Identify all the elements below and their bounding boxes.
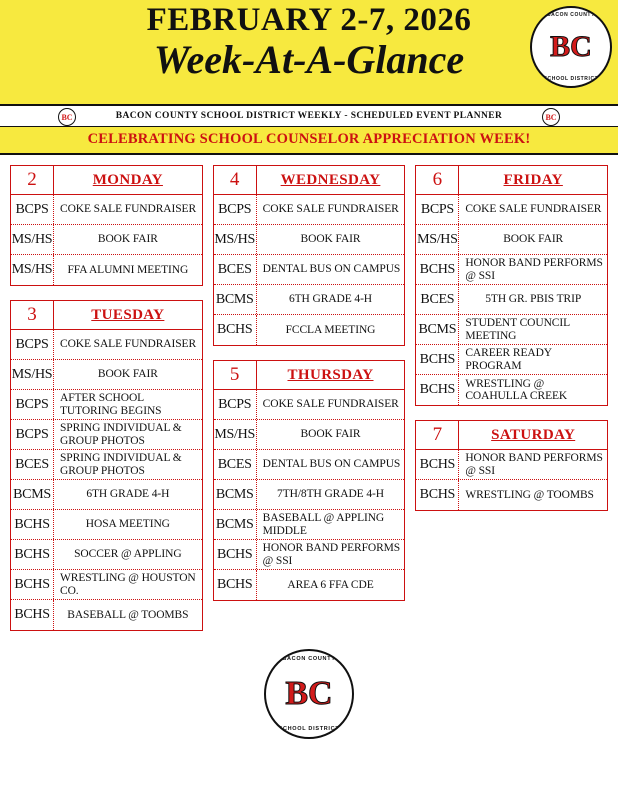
event-row [416,345,607,375]
event-school: BCPS [214,195,257,224]
event-row [214,540,405,570]
event-description: 6TH GRADE 4-H [288,293,373,306]
event-school: BCHS [416,255,459,284]
event-school: BCHS [11,570,54,599]
event-row [11,540,202,570]
event-school: BCPS [11,330,54,359]
event-description: SPRING INDIVIDUAL & GROUP PHOTOS [60,422,182,447]
day-number: 7 [416,421,459,449]
event-description: FCCLA MEETING [285,323,376,336]
event-school: BCES [214,255,257,284]
event-row [214,390,405,420]
celebration-banner [0,127,618,155]
event-school: BCMS [214,285,257,314]
day-name: WEDNESDAY [280,171,381,188]
day-header [415,420,608,450]
event-school: BCMS [11,480,54,509]
event-school: BCPS [416,195,459,224]
day-number: 5 [214,361,257,389]
event-school: BCHS [214,315,257,345]
event-school: BCMS [214,480,257,509]
event-school: MS/HS [214,420,257,449]
event-description: BOOK FAIR [300,428,361,441]
event-school: BCHS [416,345,459,374]
event-row [214,450,405,480]
day-name: FRIDAY [503,171,563,188]
event-row [214,570,405,600]
event-row [11,480,202,510]
page-title: Week-At-A-Glance [153,37,465,82]
event-description: BASEBALL @ TOOMBS [67,608,189,621]
event-school: BCMS [416,315,459,344]
logo-top-text: BACON COUNTY [546,12,596,18]
event-row [11,255,202,285]
subtitle-strip [0,106,618,127]
event-description: 6TH GRADE 4-H [86,488,170,501]
event-row [416,450,607,480]
event-rows [213,390,406,601]
event-description: BOOK FAIR [503,233,564,246]
event-row [214,420,405,450]
event-description: SOCCER @ APPLING [74,548,182,561]
day-header [415,165,608,195]
day-block [10,165,203,286]
event-rows [415,195,608,406]
event-school: BCPS [214,390,257,419]
day-header [10,300,203,330]
event-description: AREA 6 FFA CDE [287,578,374,591]
event-description: AFTER SCHOOL TUTORING BEGINS [60,392,162,417]
event-row [11,570,202,600]
day-block [10,300,203,631]
day-number: 6 [416,166,459,194]
day-name: TUESDAY [91,306,165,323]
footer-district-logo [264,649,354,739]
day-number: 3 [11,301,54,329]
event-description: CAREER READY PROGRAM [465,347,552,372]
event-school: BCES [11,450,54,479]
day-header [213,360,406,390]
event-row [214,480,405,510]
footer-logo-bottom-text: SCHOOL DISTRICT [278,726,340,732]
event-description: COKE SALE FUNDRAISER [262,398,399,411]
event-description: BOOK FAIR [97,368,158,381]
day-block [213,360,406,601]
logo-bottom-text: SCHOOL DISTRICT [543,76,599,82]
day-number: 4 [214,166,257,194]
event-rows [10,195,203,286]
day-header [213,165,406,195]
event-row [214,315,405,345]
day-block [415,420,608,511]
footer-logo-wrap [0,649,618,739]
event-school: BCHS [416,375,459,405]
header-banner [0,0,618,106]
event-school: BCMS [214,510,257,539]
event-description: WRESTLING @ COAHULLA CREEK [465,377,568,402]
event-description: SPRING INDIVIDUAL & GROUP PHOTOS [60,452,182,477]
week-columns [0,155,618,631]
day-column [213,165,406,631]
event-description: COKE SALE FUNDRAISER [60,203,197,216]
logo-monogram: BC [550,30,592,63]
event-school: BCHS [416,450,459,479]
event-school: BCES [416,285,459,314]
event-row [11,420,202,450]
event-description: DENTAL BUS ON CAMPUS [262,458,401,471]
event-description: HONOR BAND PERFORMS @ SSI [262,542,401,567]
event-school: BCHS [214,570,257,600]
event-row [11,195,202,225]
event-description: COKE SALE FUNDRAISER [465,203,602,216]
footer-logo-top-text: BACON COUNTY [282,656,336,662]
event-row [11,360,202,390]
event-school: MS/HS [11,360,54,389]
event-rows [415,450,608,511]
event-row [416,315,607,345]
event-row [11,225,202,255]
subtitle-text: BACON COUNTY SCHOOL DISTRICT WEEKLY - SCHEDULED EVENT PLANNER [115,111,503,121]
day-block [213,165,406,346]
event-school: MS/HS [214,225,257,254]
event-description: HOSA MEETING [85,518,170,531]
event-school: BCPS [11,420,54,449]
event-rows [213,195,406,346]
event-description: WRESTLING @ TOOMBS [465,488,594,501]
day-name: SATURDAY [491,426,576,443]
date-range-title: FEBRUARY 2-7, 2026 [146,2,472,38]
event-school: BCPS [11,390,54,419]
day-name: MONDAY [92,171,163,188]
day-name: THURSDAY [287,366,374,383]
event-description: BASEBALL @ APPLING MIDDLE [262,512,385,537]
event-description: STUDENT COUNCIL MEETING [465,317,570,342]
event-description: 5TH GR. PBIS TRIP [485,293,582,306]
event-description: WRESTLING @ HOUSTON CO. [60,572,196,597]
event-school: BCHS [11,540,54,569]
event-row [214,195,405,225]
event-description: BOOK FAIR [300,233,361,246]
event-school: BCHS [11,600,54,630]
day-number: 2 [11,166,54,194]
day-block [415,165,608,406]
event-description: 7TH/8TH GRADE 4-H [277,488,384,501]
event-school: BCHS [416,480,459,510]
logo-circle [530,6,612,88]
event-row [416,225,607,255]
event-school: BCHS [214,540,257,569]
event-description: FFA ALUMNI MEETING [67,263,189,276]
event-row [416,375,607,405]
event-school: MS/HS [11,255,54,285]
event-row [11,450,202,480]
event-school: MS/HS [416,225,459,254]
event-description: COKE SALE FUNDRAISER [60,338,197,351]
mini-logo-right-icon: BC [542,108,560,126]
event-description: HONOR BAND PERFORMS @ SSI [465,257,603,282]
event-rows [10,330,203,631]
event-row [214,285,405,315]
event-row [214,225,405,255]
event-row [214,510,405,540]
event-school: BCES [214,450,257,479]
event-row [11,510,202,540]
event-school: MS/HS [11,225,54,254]
celebration-banner-text: CELEBRATING SCHOOL COUNSELOR APPRECIATION WEEK! [87,131,531,147]
event-school: BCPS [11,195,54,224]
event-description: BOOK FAIR [97,233,158,246]
event-row [11,390,202,420]
day-header [10,165,203,195]
event-description: COKE SALE FUNDRAISER [262,203,399,216]
event-row [11,330,202,360]
event-description: HONOR BAND PERFORMS @ SSI [465,452,603,477]
mini-logo-left-icon: BC [58,108,76,126]
event-row [214,255,405,285]
event-row [416,285,607,315]
event-row [11,600,202,630]
event-school: BCHS [11,510,54,539]
day-column [415,165,608,631]
district-logo [530,6,608,84]
event-description: DENTAL BUS ON CAMPUS [262,263,401,276]
footer-logo-monogram: BC [285,675,333,712]
event-row [416,255,607,285]
event-row [416,480,607,510]
day-column [10,165,203,631]
event-row [416,195,607,225]
